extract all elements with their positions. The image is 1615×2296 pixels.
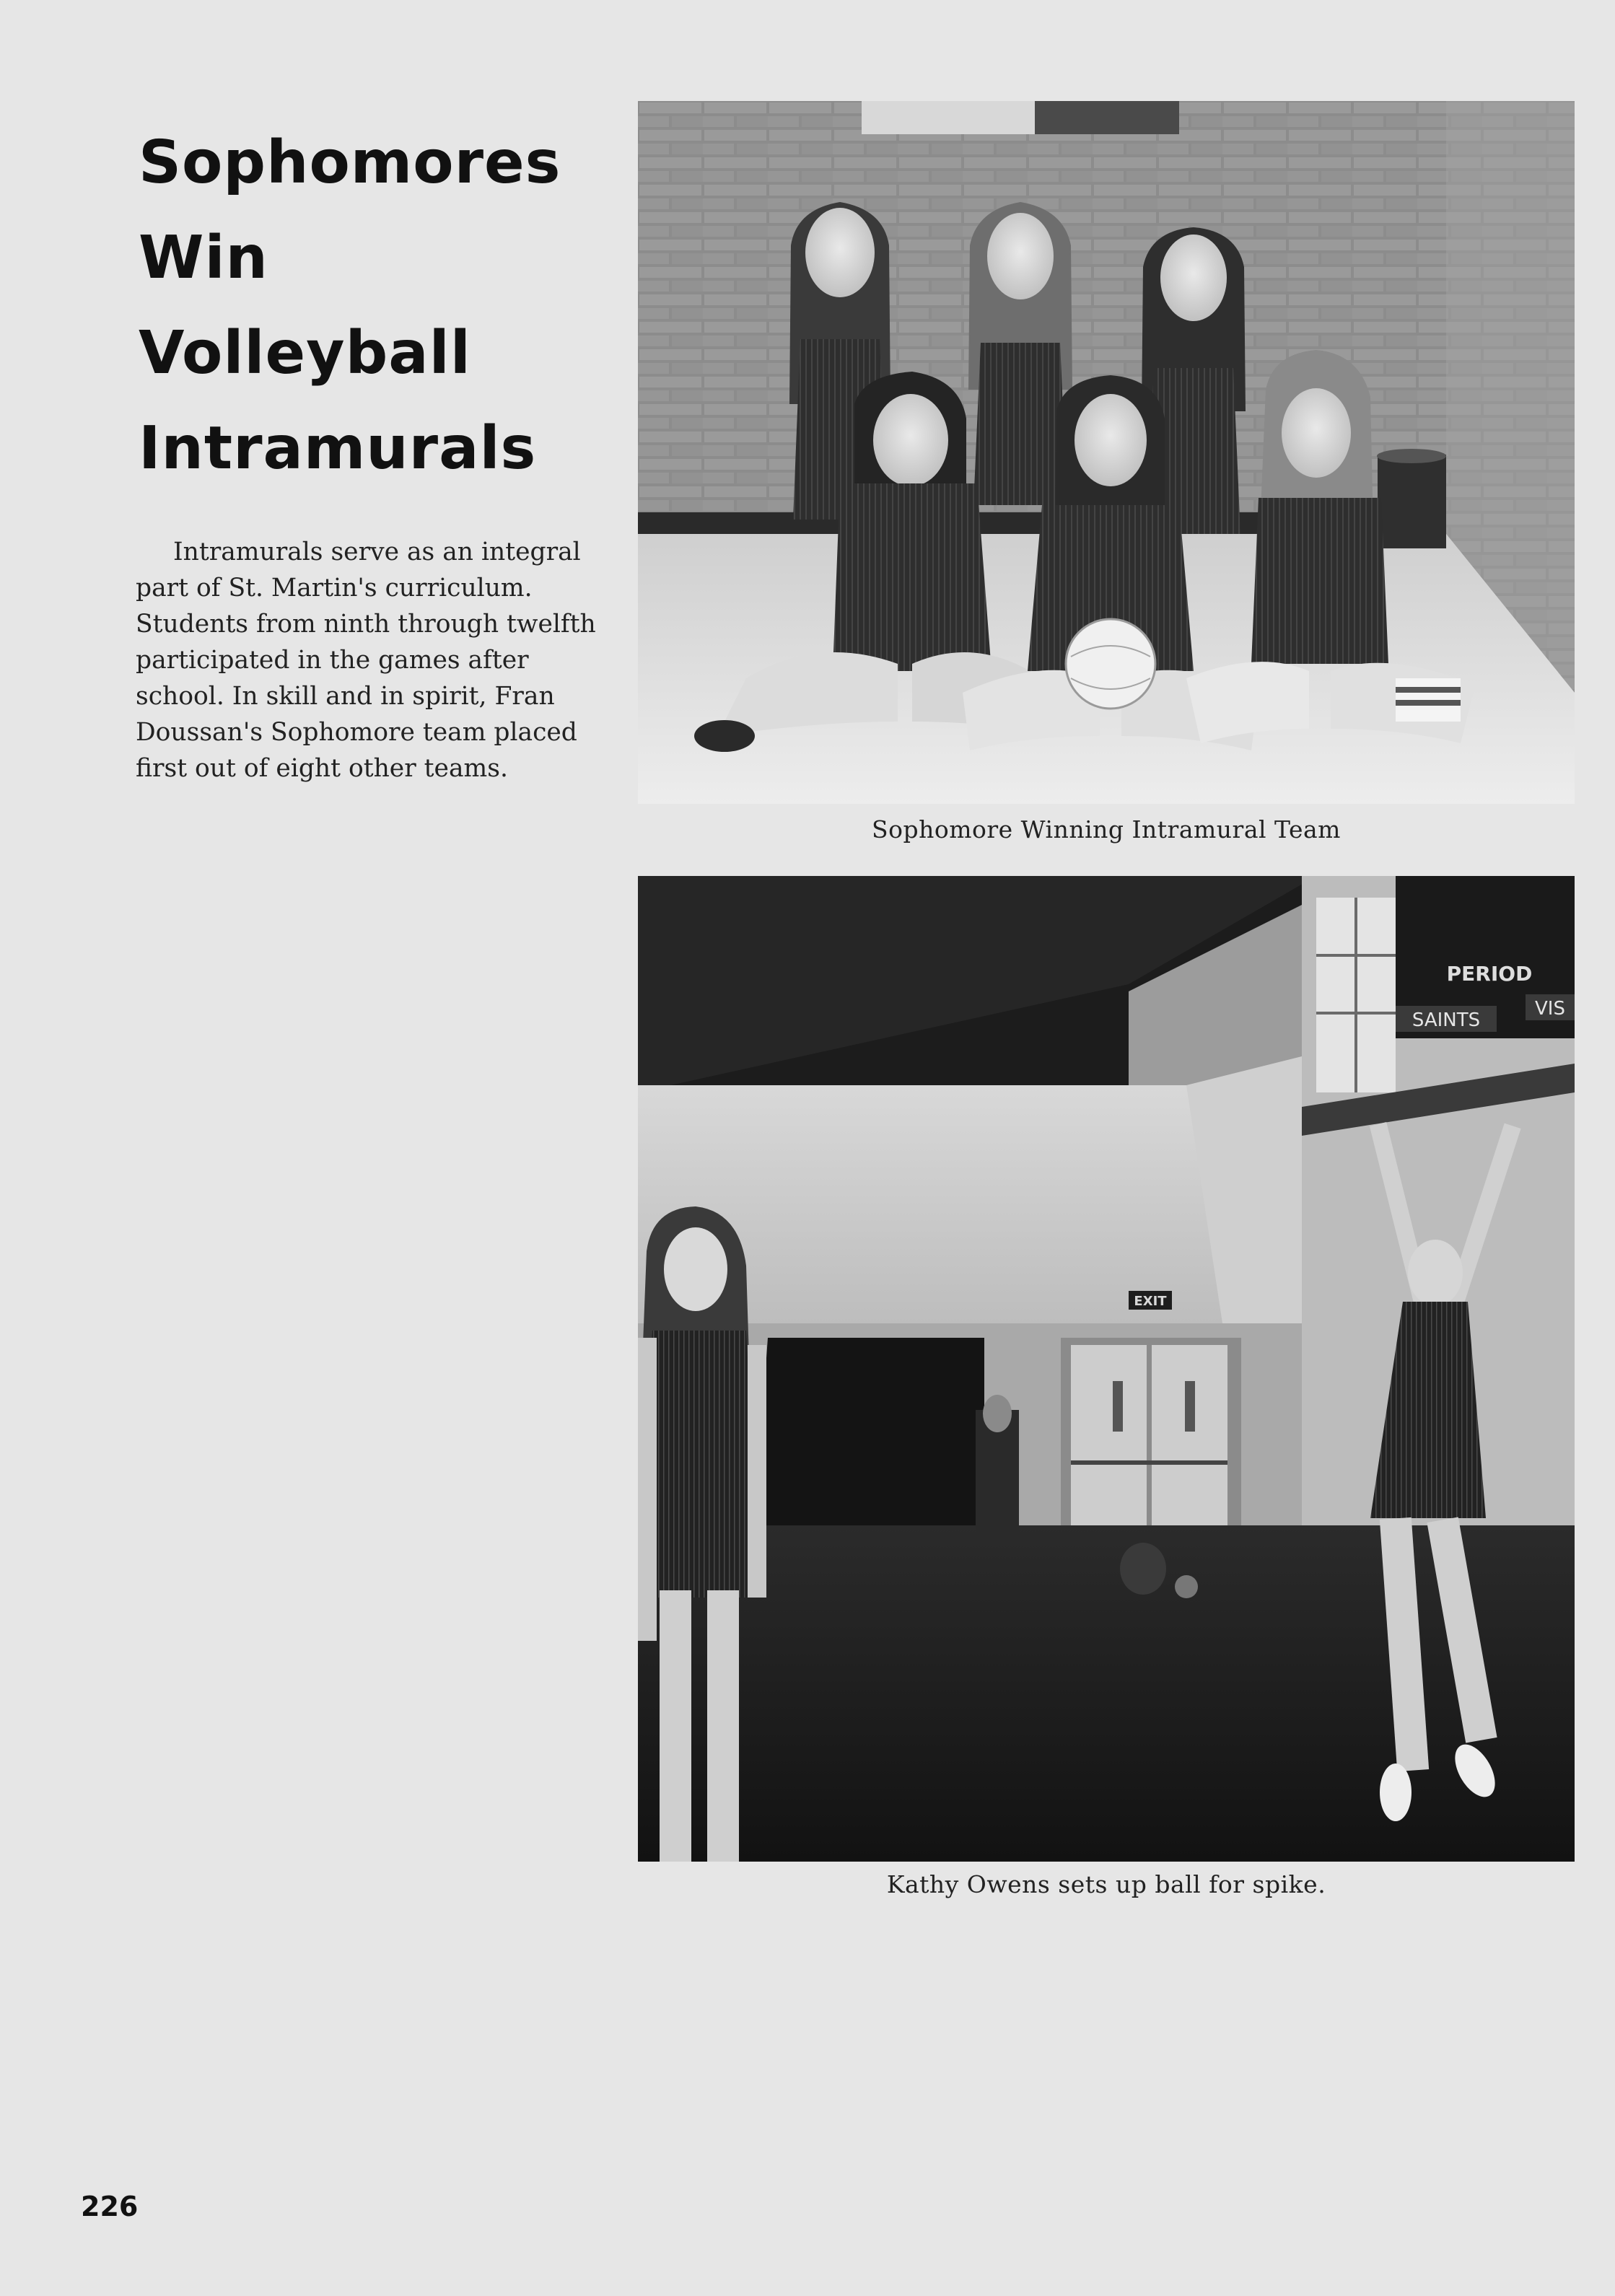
intro-line: first out of eight other teams. [136, 754, 508, 783]
court-photo-caption: Kathy Owens sets up ball for spike. [886, 1870, 1326, 1898]
headline-line: Intramurals [139, 414, 537, 483]
intro-line: part of St. Martin's curriculum. [136, 574, 533, 603]
intro-line: Doussan's Sophomore team placed [136, 718, 577, 747]
headline-line: Volleyball [139, 319, 471, 387]
exit-sign: EXIT [1134, 1294, 1167, 1309]
intro-line: Intramurals serve as an integral [173, 538, 581, 566]
headline-line: Win [139, 224, 268, 292]
intro-line: Students from ninth through twelfth [136, 610, 596, 639]
headline [139, 115, 586, 496]
intro-line: school. In skill and in spirit, Fran [136, 682, 555, 711]
headline-line: Sophomores [139, 128, 561, 197]
page-number: 226 [81, 2191, 139, 2222]
intro-paragraph [136, 534, 596, 786]
court-photo [638, 876, 1575, 1862]
visitors-sign: VIS [1535, 998, 1565, 1020]
saints-sign: SAINTS [1412, 1009, 1481, 1031]
intro-line: participated in the games after [136, 646, 529, 675]
period-sign: PERIOD [1446, 962, 1533, 986]
team-photo-caption: Sophomore Winning Intramural Team [872, 815, 1341, 844]
team-photo [638, 101, 1575, 804]
